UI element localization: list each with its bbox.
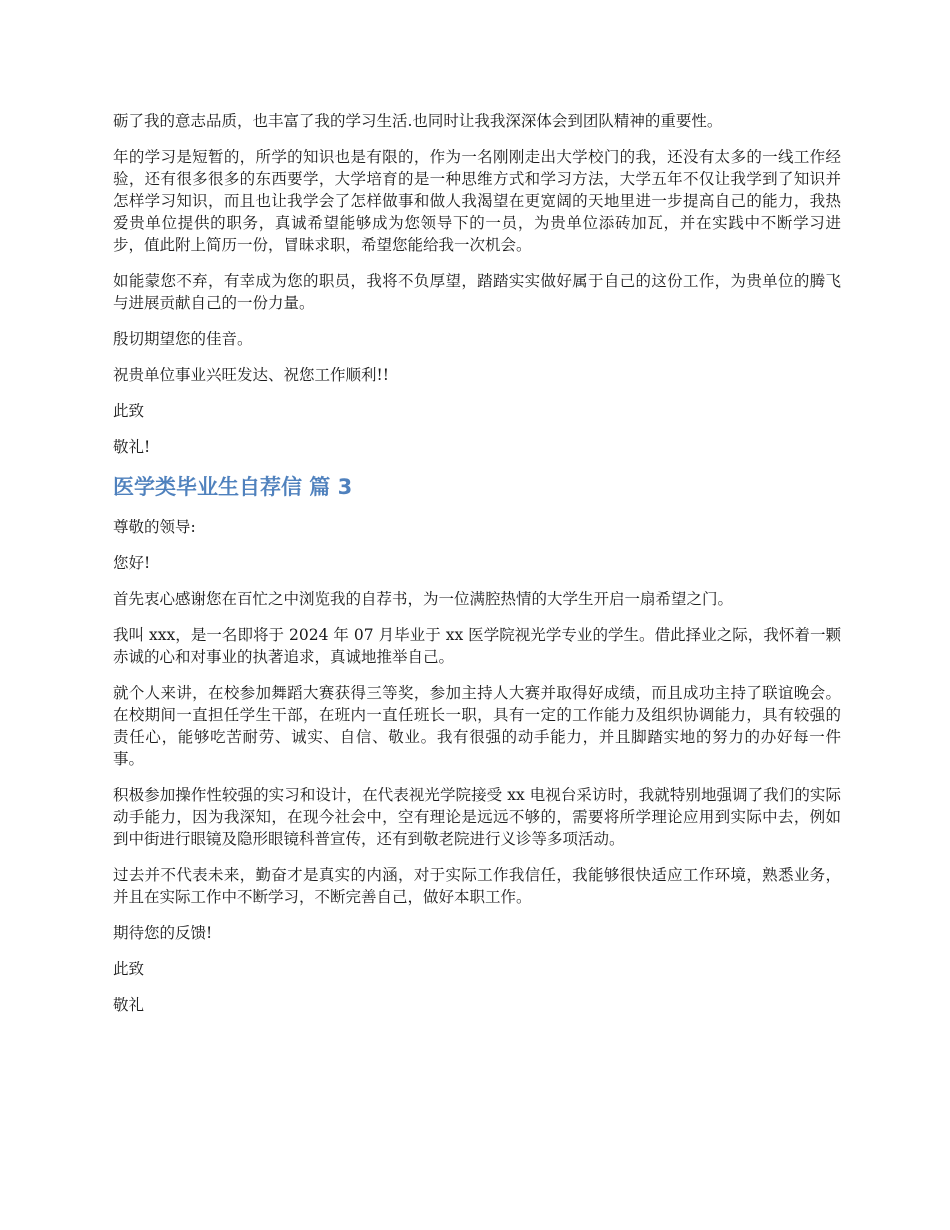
paragraph-commitment: 如能蒙您不弃，有幸成为您的职员，我将不负厚望，踏踏实实做好属于自己的这份工作，为贵单位的腾飞与进展贡献自己的一份力量。 [113,272,841,312]
closing-regards-2: 敬礼 [113,996,145,1014]
section-heading: 医学类毕业生自荐信 篇 3 [113,475,353,499]
closing-regards: 敬礼! [113,438,151,456]
greeting-recipient: 尊敬的领导: [113,518,196,536]
paragraph-study-experience: 年的学习是短暂的，所学的知识也是有限的，作为一名刚刚走出大学校门的我，还没有太多的一线工作经验，还有很多很多的东西要学，大学培育的是一种思维方式和学习方法，大学五年不仅让我学到了知识并怎样学习知识，而且也让我学会了怎样做事和做人我渴望在更宽阔的天地里进一步提高自己的能力，我热爱贵单位提供的职务，真诚希望能够成为您领导下的一员，为贵单位添砖加瓦，并在实践中不断学习进步，值此附上简历一份，冒昧求职，希望您能给我一次机会。 [113,148,841,254]
paragraph-expect-feedback: 期待您的反馈! [113,924,213,942]
paragraph-personal-achievements: 就个人来讲，在校参加舞蹈大赛获得三等奖，参加主持人大赛并取得好成绩，而且成功主持了联谊晚会。在校期间一直担任学生干部，在班内一直任班长一职，具有一定的工作能力及组织协调能力，具有较强的责任心，能够吃苦耐劳、诚实、自信、敬业。我有很强的动手能力，并且脚踏实地的努力的办好每一件事。 [113,684,841,768]
paragraph-wishes: 祝贵单位事业兴旺发达、祝您工作顺利!! [113,366,389,384]
paragraph-self-discipline: 砺了我的意志品质，也丰富了我的学习生活.也同时让我我深深体会到团队精神的重要性。 [113,112,723,130]
closing-salutation-2: 此致 [113,960,145,978]
closing-salutation: 此致 [113,402,145,420]
paragraph-practice-experience: 积极参加操作性较强的实习和设计，在代表视光学院接受 xx 电视台采访时，我就特别地强调了我们的实际动手能力，因为我深知，在现今社会中，空有理论是远远不够的，需要将所学理论应用到实际中去，例如到中街进行眼镜及隐形眼镜科普宣传，还有到敬老院进行义诊等多项活动。 [113,786,841,848]
paragraph-introduction: 我叫 xxx，是一名即将于 2024 年 07 月毕业于 xx 医学院视光学专业的学生。借此择业之际，我怀着一颗赤诚的心和对事业的执著追求，真诚地推举自己。 [113,626,841,666]
paragraph-awaiting-reply: 殷切期望您的佳音。 [113,330,253,348]
paragraph-thanks: 首先衷心感谢您在百忙之中浏览我的自荐书，为一位满腔热情的大学生开启一扇希望之门。 [113,590,734,608]
paragraph-work-attitude: 过去并不代表未来，勤奋才是真实的内涵，对于实际工作我信任，我能够很快适应工作环境，熟悉业务，并且在实际工作中不断学习，不断完善自己，做好本职工作。 [113,866,841,906]
document-page [113,110,841,1030]
greeting-hello: 您好! [113,554,151,572]
